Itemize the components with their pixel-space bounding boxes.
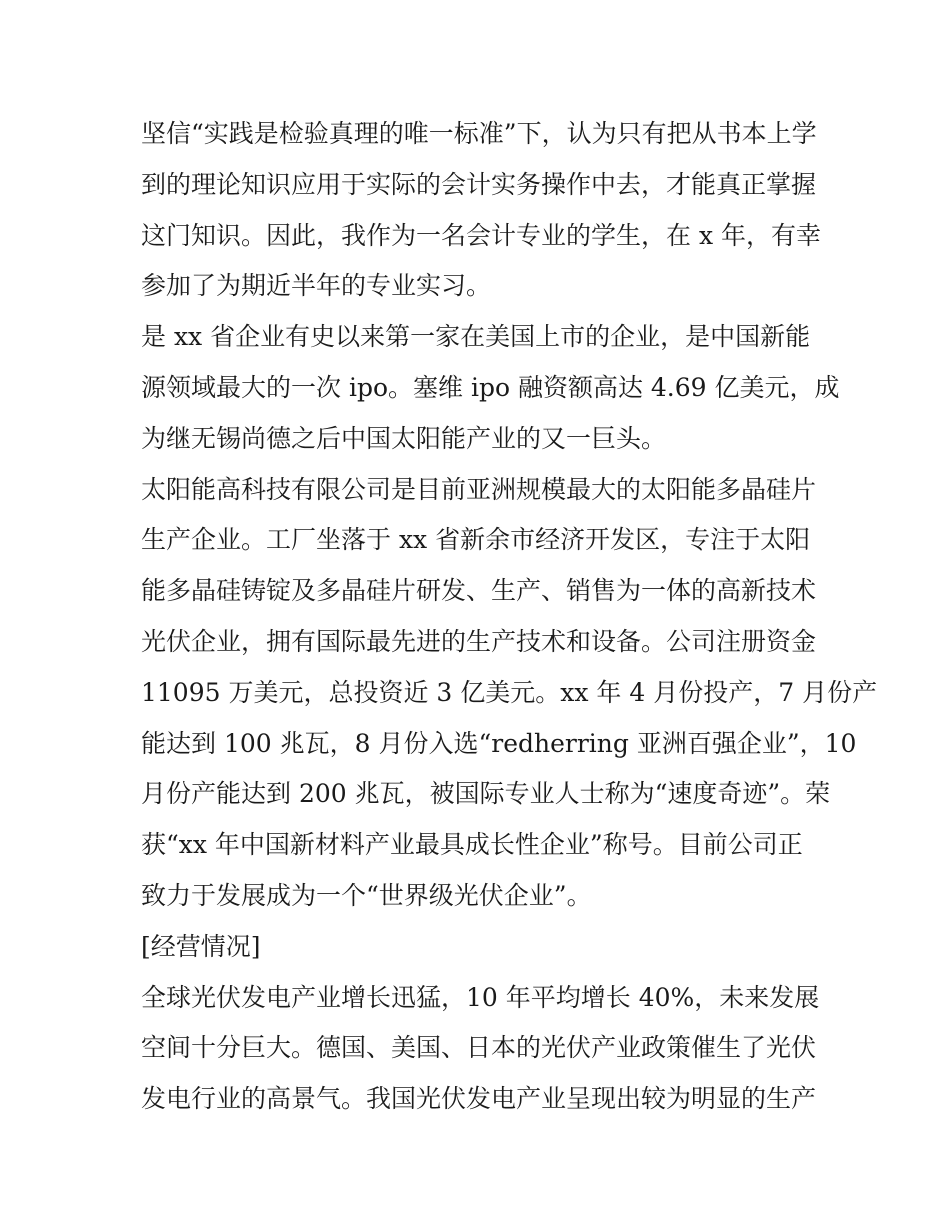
text-line: 全球光伏发电产业增长迅猛，10 年平均增长 40%，未来发展 <box>141 982 820 1012</box>
text-line: 能多晶硅铸锭及多晶硅片研发、生产、销售为一体的高新技术 <box>141 576 817 606</box>
text-line: 太阳能高科技有限公司是目前亚洲规模最大的太阳能多晶硅片 <box>141 474 817 504</box>
text-line: 为继无锡尚德之后中国太阳能产业的又一巨头。 <box>141 423 667 453</box>
text-line: 是 xx 省企业有史以来第一家在美国上市的企业，是中国新能 <box>141 322 811 352</box>
text-line: 获“xx 年中国新材料产业最具成长性企业”称号。目前公司正 <box>141 830 803 860</box>
section-heading: [经营情况] <box>141 931 261 961</box>
text-line: 光伏企业，拥有国际最先进的生产技术和设备。公司注册资金 <box>141 626 817 656</box>
document-body <box>141 109 878 1125</box>
text-line: 发电行业的高景气。我国光伏发电产业呈现出较为明显的生产 <box>141 1084 817 1114</box>
text-line: 坚信“实践是检验真理的唯一标准”下，认为只有把从书本上学 <box>141 119 817 148</box>
text-line: 源领域最大的一次 ipo。塞维 ipo 融资额高达 4.69 亿美元，成 <box>141 372 840 402</box>
text-line: 11095 万美元，总投资近 3 亿美元。xx 年 4 月份投产，7 月份产 <box>141 677 878 707</box>
text-line: 月份产能达到 200 兆瓦，被国际专业人士称为“速度奇迹”。荣 <box>141 779 831 809</box>
text-line: 能达到 100 兆瓦，8 月份入选“redherring 亚洲百强企业”，10 <box>141 728 857 758</box>
text-line: 参加了为期近半年的专业实习。 <box>141 271 492 301</box>
text-line: 空间十分巨大。德国、美国、日本的光伏产业政策催生了光伏 <box>141 1033 817 1063</box>
text-line: 生产企业。工厂坐落于 xx 省新余市经济开发区，专注于太阳 <box>141 525 811 555</box>
text-line: 到的理论知识应用于实际的会计实务操作中去，才能真正掌握 <box>141 169 817 199</box>
text-line: 这门知识。因此，我作为一名会计专业的学生，在 x 年，有幸 <box>141 220 821 250</box>
text-line: 致力于发展成为一个“世界级光伏企业”。 <box>141 880 592 910</box>
